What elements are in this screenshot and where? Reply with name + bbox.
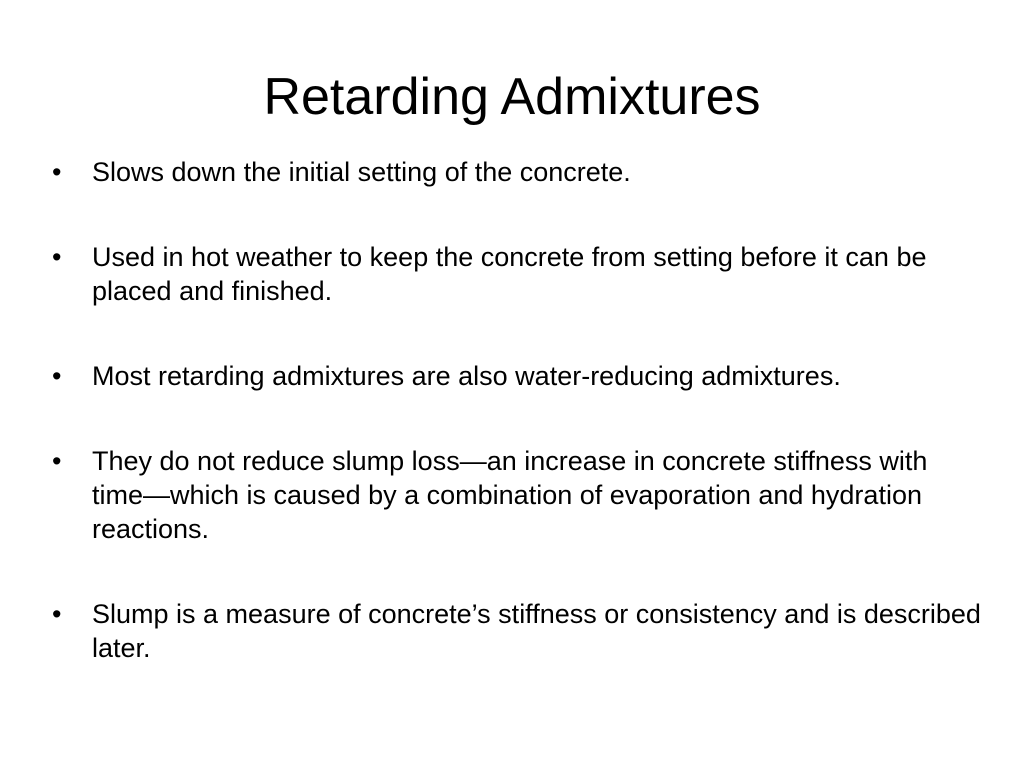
bullet-icon: •	[52, 599, 62, 629]
bullet-item	[52, 444, 982, 546]
bullet-list	[52, 155, 982, 665]
bullet-item	[52, 359, 982, 393]
bullet-icon: •	[52, 446, 62, 476]
slide-title: Retarding Admixtures	[263, 68, 761, 126]
bullet-item	[52, 597, 982, 665]
bullet-icon: •	[52, 242, 62, 272]
bullet-text: Slump is a measure of concrete’s stiffness or consistency and is described later.	[92, 599, 981, 663]
bullet-icon: •	[52, 361, 62, 391]
bullet-icon: •	[52, 157, 62, 187]
bullet-text: Most retarding admixtures are also water-reducing admixtures.	[92, 361, 841, 391]
bullet-item	[52, 240, 982, 308]
bullet-text: They do not reduce slump loss—an increase in concrete stiffness with time—which is caused by a combination of evaporation and hydration reactions.	[92, 446, 928, 544]
bullet-text: Slows down the initial setting of the concrete.	[92, 157, 631, 187]
bullet-text: Used in hot weather to keep the concrete from setting before it can be placed and finished.	[92, 242, 927, 306]
bullet-item	[52, 155, 982, 189]
